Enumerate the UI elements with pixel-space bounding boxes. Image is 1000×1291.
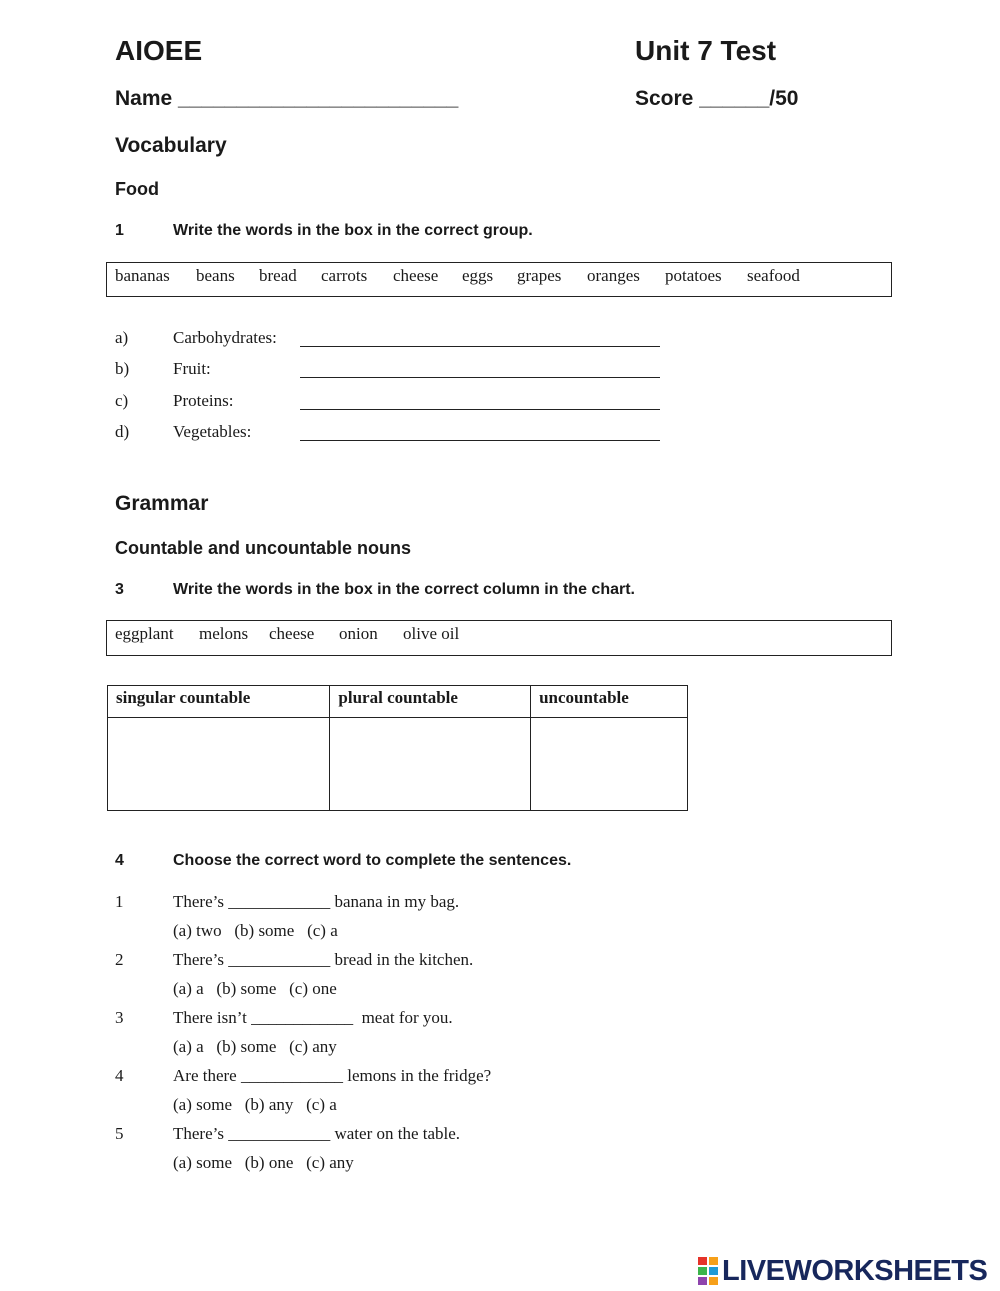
sentence-blank[interactable]: ____________	[228, 1124, 331, 1143]
singular-answer-cell[interactable]	[108, 718, 330, 811]
nouns-subheading: Countable and uncountable nouns	[115, 538, 411, 558]
test-title: Unit 7 Test	[635, 35, 777, 66]
word-box-item: eggplant	[115, 624, 174, 643]
word-box-item: onion	[339, 624, 378, 643]
logo-block	[697, 1266, 708, 1276]
group-a-answer-line[interactable]	[300, 346, 660, 347]
word-box-item: beans	[196, 266, 235, 285]
logo-block	[697, 1276, 708, 1286]
sentence-text: Are there ____________ lemons in the fridge?	[173, 1066, 492, 1085]
food-subheading: Food	[115, 179, 159, 199]
group-d-letter: d)	[115, 422, 130, 441]
group-d-answer-line[interactable]	[300, 440, 660, 441]
group-a-letter: a)	[115, 328, 129, 347]
sentence-number: 2	[115, 950, 124, 969]
column-header-singular: singular countable	[108, 686, 330, 718]
sentence-blank[interactable]: ____________	[240, 1066, 343, 1085]
sentence-options[interactable]: (a) a (b) some (c) one	[173, 979, 337, 998]
nouns-word-box	[106, 620, 892, 656]
plural-answer-cell[interactable]	[330, 718, 531, 811]
name-field-label: Name ________________________	[115, 87, 459, 110]
word-box-item: seafood	[747, 266, 800, 285]
word-box-item: grapes	[517, 266, 562, 285]
group-b-letter: b)	[115, 359, 130, 378]
logo-block	[708, 1256, 719, 1266]
sentence-text: There’s ____________ bread in the kitchen.	[173, 950, 474, 969]
group-b-answer-line[interactable]	[300, 377, 660, 378]
logo-block	[708, 1266, 719, 1276]
exercise-4-number: 4	[115, 852, 124, 869]
sentence-text: There isn’t ____________ meat for you.	[173, 1008, 453, 1027]
group-c-letter: c)	[115, 391, 129, 410]
sentence-text: There’s ____________ water on the table.	[173, 1124, 461, 1143]
sentence-number: 5	[115, 1124, 124, 1143]
word-box-item: olive oil	[403, 624, 460, 643]
sentence-blank[interactable]: ____________	[228, 892, 331, 911]
logo-block	[708, 1276, 719, 1286]
sentence-number: 1	[115, 892, 124, 911]
sentence-number: 4	[115, 1066, 124, 1085]
word-box-item: melons	[199, 624, 249, 643]
sentence-options[interactable]: (a) two (b) some (c) a	[173, 921, 338, 940]
sentence-text: There’s ____________ banana in my bag.	[173, 892, 460, 911]
food-word-box	[106, 262, 892, 297]
uncountable-answer-cell[interactable]	[531, 718, 688, 811]
word-box-item: cheese	[269, 624, 315, 643]
sentence-options[interactable]: (a) some (b) any (c) a	[173, 1095, 337, 1114]
exercise-3-instruction: Write the words in the box in the correct column in the chart.	[173, 581, 635, 598]
logo-blocks-icon	[697, 1256, 719, 1286]
logo-block	[697, 1256, 708, 1266]
noun-sorting-chart	[107, 685, 688, 811]
logo-text: LIVEWORKSHEETS	[722, 1254, 988, 1287]
group-a-label: Carbohydrates:	[173, 328, 277, 347]
grammar-heading: Grammar	[115, 492, 209, 515]
sentence-options[interactable]: (a) a (b) some (c) any	[173, 1037, 337, 1056]
word-box-item: oranges	[587, 266, 640, 285]
sentence-options[interactable]: (a) some (b) one (c) any	[173, 1153, 354, 1172]
group-d-label: Vegetables:	[173, 422, 252, 441]
exercise-1-number: 1	[115, 222, 124, 239]
vocabulary-heading: Vocabulary	[115, 134, 227, 157]
sentence-number: 3	[115, 1008, 124, 1027]
score-field-label: Score ______/50	[635, 87, 799, 110]
sentence-blank[interactable]: ____________	[251, 1008, 354, 1027]
exercise-1-instruction: Write the words in the box in the correct group.	[173, 222, 533, 239]
word-box-item: potatoes	[665, 266, 722, 285]
group-c-answer-line[interactable]	[300, 409, 660, 410]
exercise-3-number: 3	[115, 581, 124, 598]
word-box-item: carrots	[321, 266, 368, 285]
exercise-4-instruction: Choose the correct word to complete the sentences.	[173, 852, 572, 869]
word-box-item: cheese	[393, 266, 439, 285]
org-name: AIOEE	[115, 35, 203, 66]
liveworksheets-logo	[697, 1254, 987, 1288]
column-header-uncountable: uncountable	[531, 686, 688, 718]
column-header-plural: plural countable	[330, 686, 531, 718]
word-box-item: bread	[259, 266, 297, 285]
group-c-label: Proteins:	[173, 391, 234, 410]
sentence-blank[interactable]: ____________	[228, 950, 331, 969]
word-box-item: eggs	[462, 266, 494, 285]
group-b-label: Fruit:	[173, 359, 211, 378]
word-box-item: bananas	[115, 266, 170, 285]
